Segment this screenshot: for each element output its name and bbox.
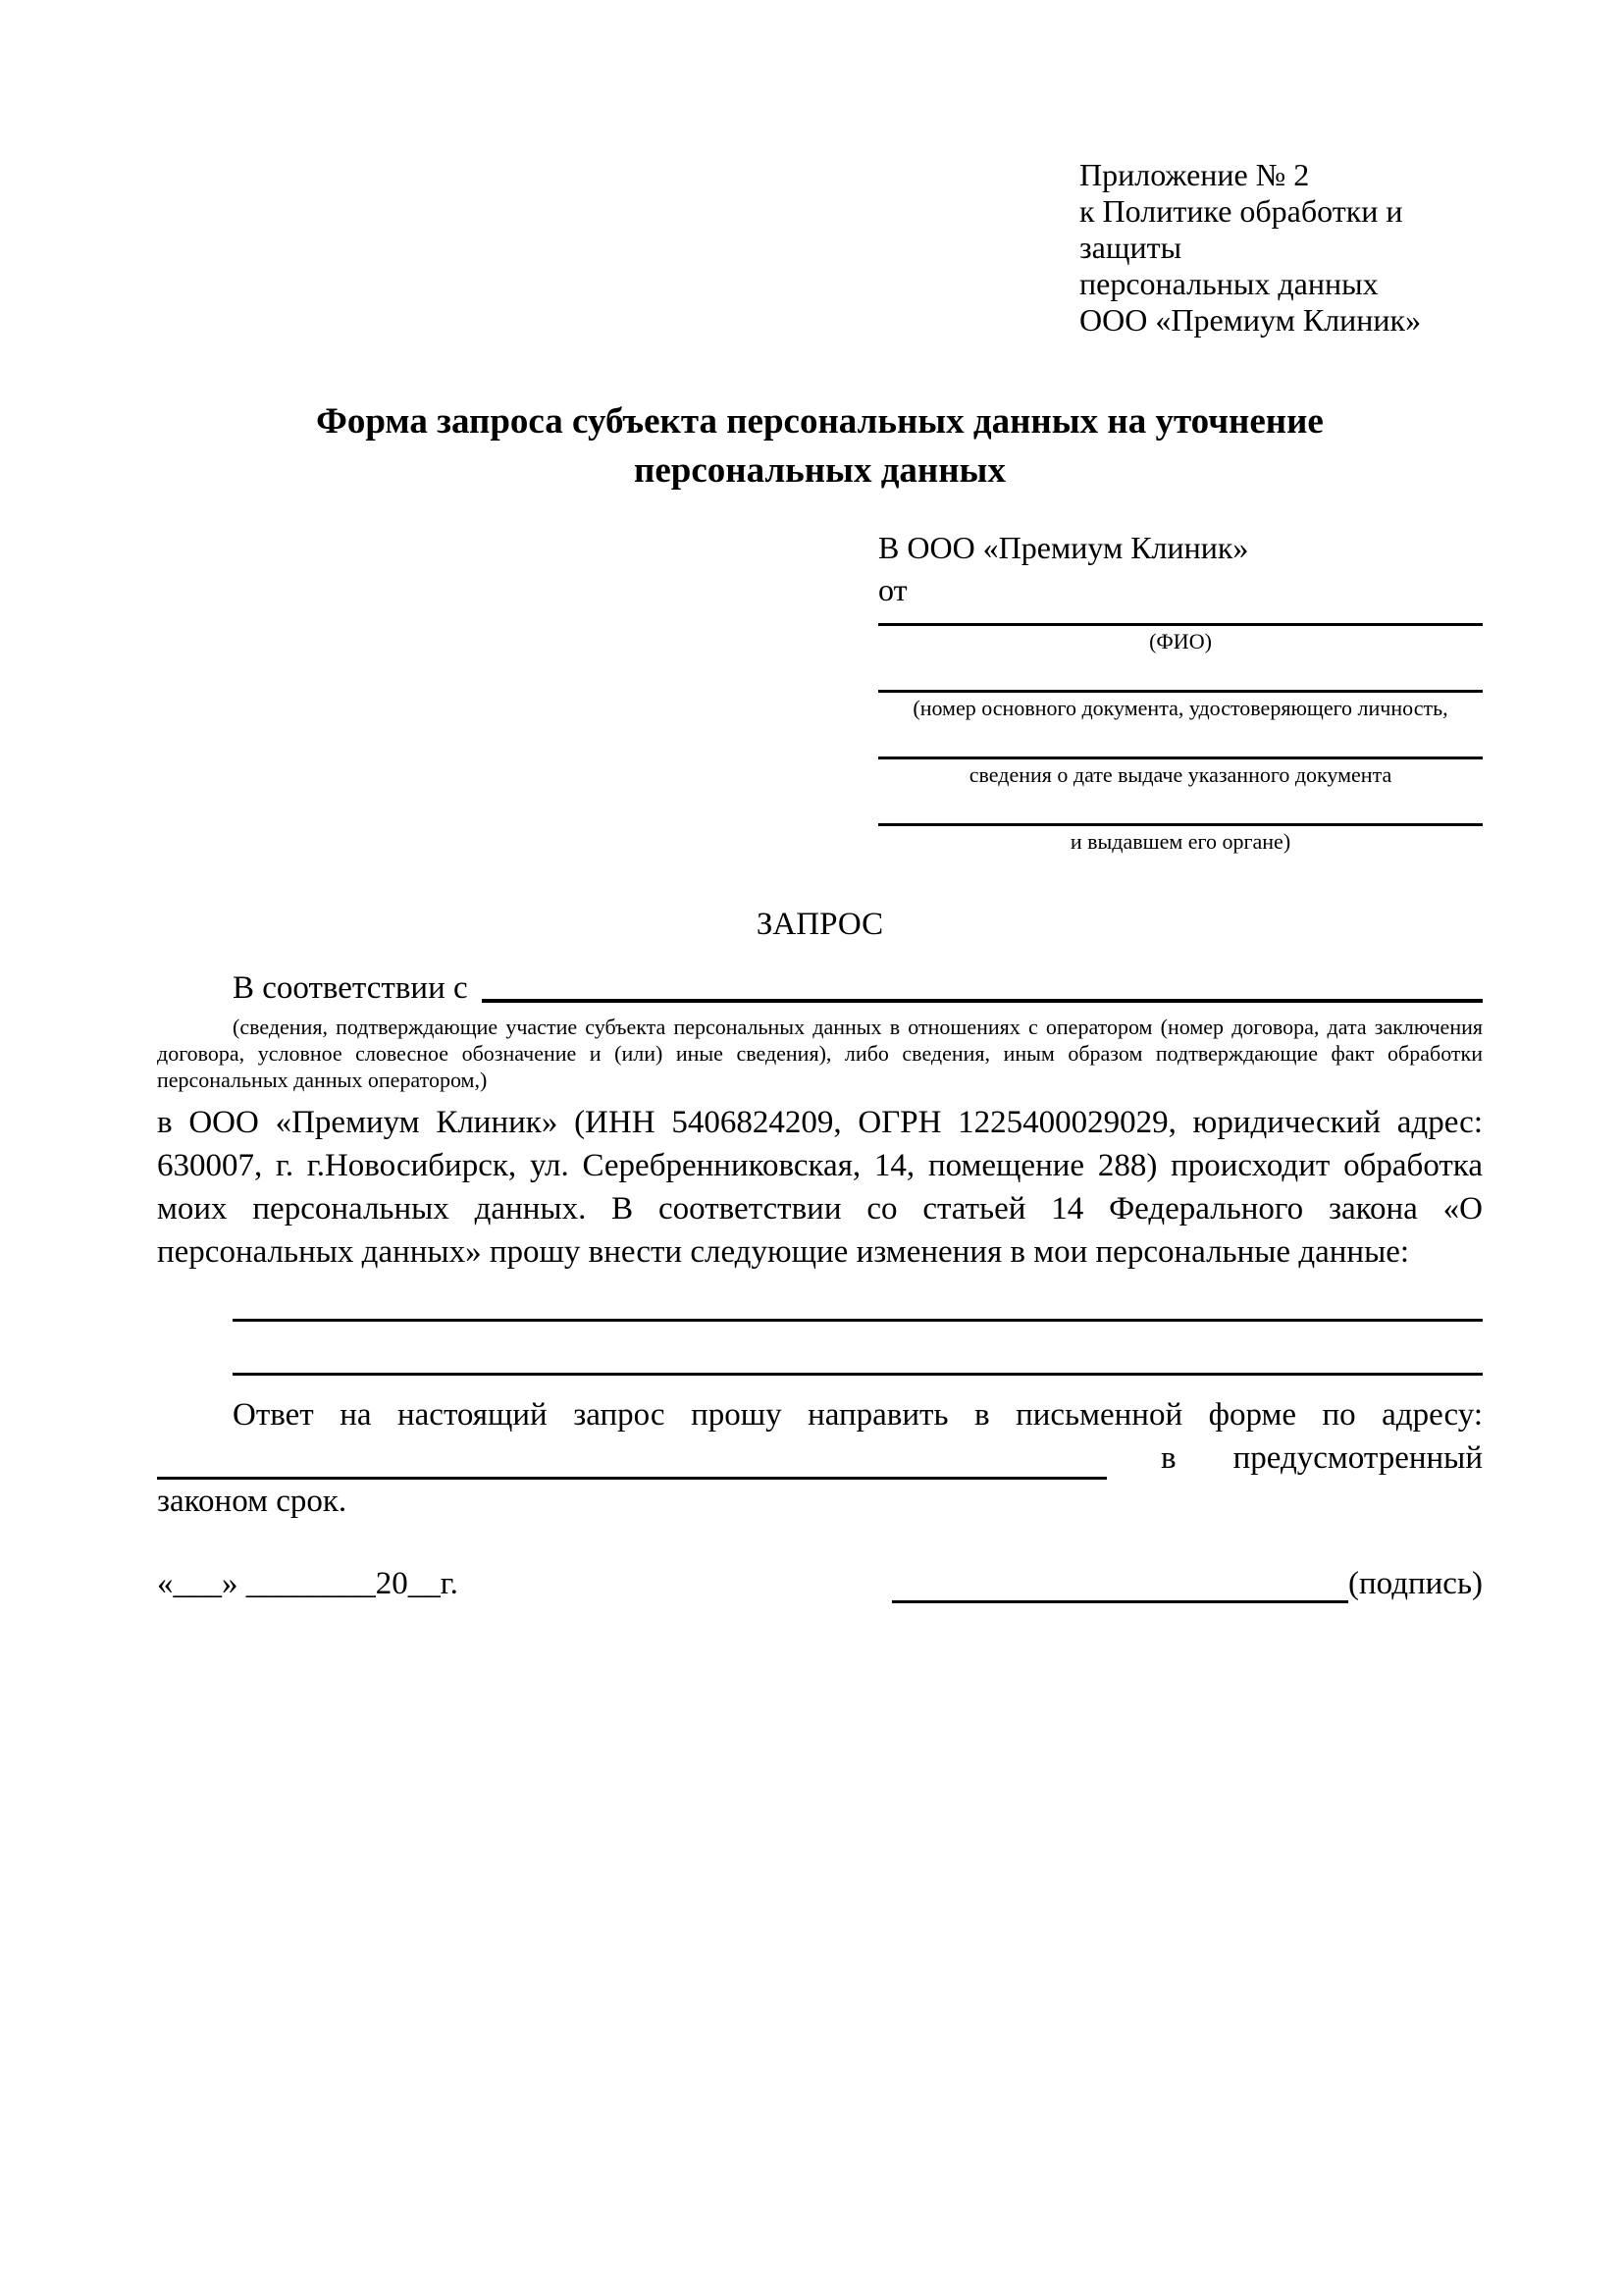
doc-number-caption: (номер основного документа, удостоверяющего личность, [913,696,1448,720]
request-heading: ЗАПРОС [756,907,884,942]
doc-number-field [878,654,1483,721]
date-signature-row [157,1564,1483,1603]
doc-issue-date-field [878,721,1483,788]
address-fill-line[interactable] [157,1439,1107,1480]
annex-line-3: персональных данных [1079,266,1379,301]
basis-row [157,968,1483,1008]
reply-instruction-end: законом срок. [157,1484,347,1519]
reply-instruction: Ответ на настоящий запрос прошу направить в письменной форме по адресу: [233,1397,1483,1433]
doc-issuer-fill-line[interactable] [878,788,1483,826]
doc-issue-date-caption: сведения о дате выдаче указанного документа [969,762,1392,787]
annex-line-2: к Политике обработки и защиты [1079,193,1403,265]
addressee-block [878,525,1483,855]
signature-caption: (подпись) [1348,1566,1483,1601]
document-title: Форма запроса субъекта персональных данных на уточнение персональных данных [316,401,1324,491]
annex-line-4: ООО «Премиум Клиник» [1079,302,1422,338]
doc-issuer-caption: и выдавшем его органе) [1070,829,1291,854]
fio-caption: (ФИО) [1149,629,1212,653]
reply-word-stipulated: предусмотренный [1232,1440,1483,1476]
doc-issue-date-fill-line[interactable] [878,721,1483,759]
basis-fill-line[interactable] [482,968,1483,1003]
annex-header [1079,157,1483,339]
reply-address-row [157,1436,1483,1480]
basis-caption: (сведения, подтверждающие участие субъекта персональных данных в отношениях с оператором (номер договора, дата заключения договора, условное словесное обозначение и (или) иные сведения), либо сведения, иным образом подтверждающие факт обработки персональных данных оператором,) [157,1015,1483,1092]
annex-line-1: Приложение № 2 [1079,157,1310,192]
changes-fill-line-1[interactable] [233,1274,1483,1322]
doc-number-fill-line[interactable] [878,654,1483,693]
addressee-from-label: от [878,572,908,607]
reply-word-v: в [1161,1440,1177,1476]
date-fill-text[interactable]: «___» ________20__г. [157,1566,458,1601]
request-body-text: в ООО «Премиум Клиник» (ИНН 5406824209, ОГРН 1225400029029, юридический адрес: 630007, г. г.Новосибирск, ул. Серебренниковская, 14, помещение 288) происходит обработка моих персональных данных. В соответствии со статьей 14 Федерального закона «О персональных данных» прошу внести следующие изменения в мои персональные данные: [157,1105,1483,1270]
fio-field [878,609,1483,654]
doc-issuer-field [878,788,1483,855]
reply-row-tail [1107,1436,1483,1480]
basis-label: В соответствии с [233,970,468,1006]
fio-fill-line[interactable] [878,609,1483,626]
changes-fill-line-2[interactable] [233,1322,1483,1376]
addressee-to: В ООО «Премиум Клиник» [878,530,1249,565]
signature-fill-line[interactable] [892,1565,1348,1603]
signature-group [892,1564,1483,1603]
